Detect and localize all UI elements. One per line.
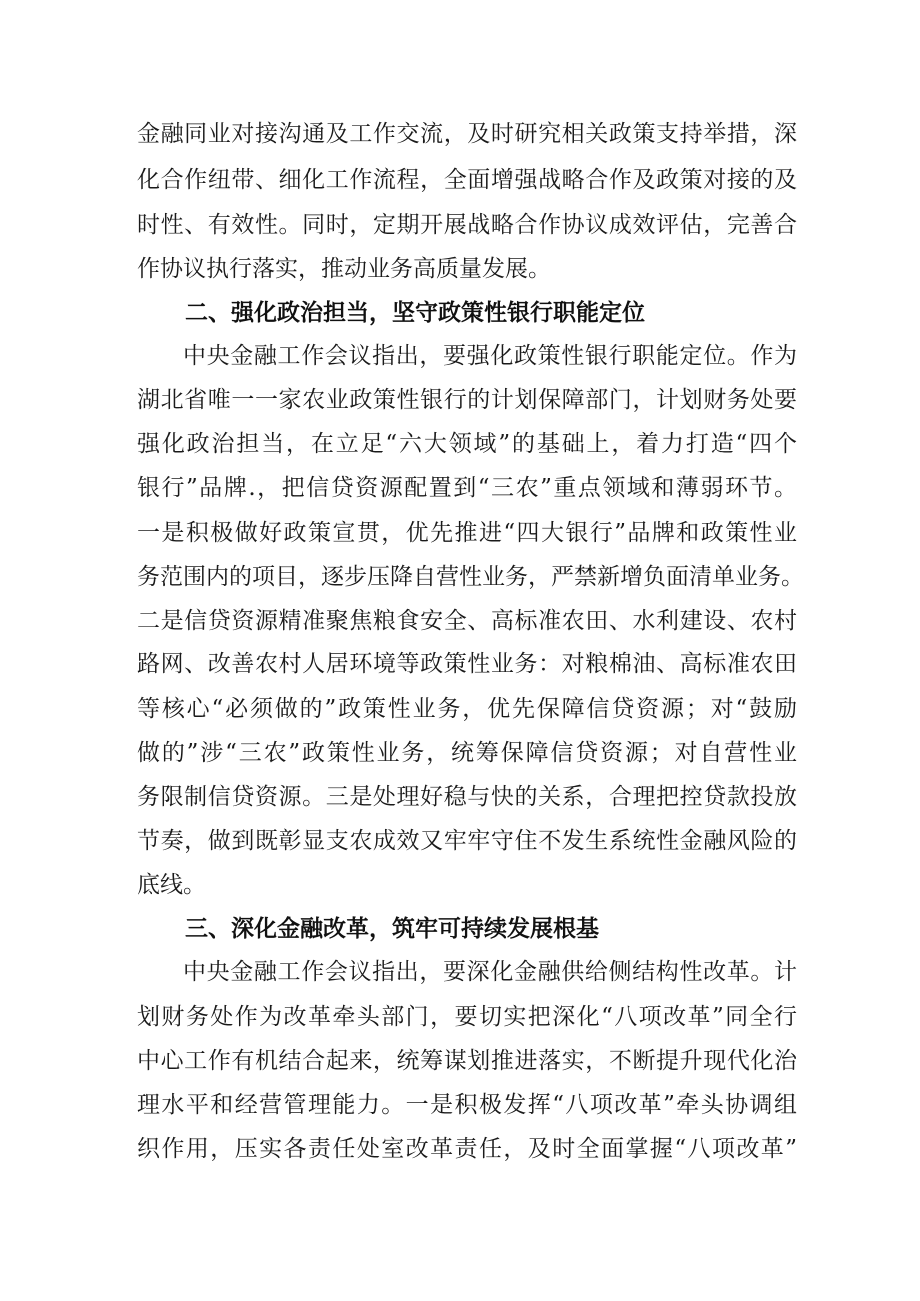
paragraph-line: 划财务处作为改革牵头部门，要切实把深化“八项改革”同全行 xyxy=(137,1004,797,1030)
paragraph-line: 路网、改善农村人居环境等政策性业务：对粮棉油、高标准农田 xyxy=(137,651,797,677)
paragraph-line: 中心工作有机结合起来，统筹谋划推进落实，不断提升现代化治 xyxy=(137,1048,797,1074)
paragraph-line: 中央金融工作会议指出，要深化金融供给侧结构性改革。计 xyxy=(183,959,797,985)
paragraph-line: 等核心“必须做的”政策性业务，优先保障信贷资源；对“鼓励 xyxy=(137,696,797,722)
paragraph-line: 务范围内的项目，逐步压降自营性业务，严禁新增负面清单业务。 xyxy=(137,564,804,590)
paragraph-line: 时性、有效性。同时，定期开展战略合作协议成效评估，完善合 xyxy=(137,212,797,238)
paragraph-line: 银行”品牌.，把信贷资源配置到“三农”重点领域和薄弱环节。 xyxy=(137,475,797,501)
paragraph-line: 化合作纽带、细化工作流程，全面增强战略合作及政策对接的及 xyxy=(137,167,797,193)
paragraph-line: 一是积极做好政策宣贯，优先推进“四大银行”品牌和政策性业 xyxy=(137,520,797,546)
paragraph-line: 做的”涉“三农”政策性业务，统筹保障信贷资源；对自营性业 xyxy=(137,740,797,766)
paragraph-line: 务限制信贷资源。三是处理好稳与快的关系，合理把控贷款投放 xyxy=(137,784,797,810)
paragraph-line: 金融同业对接沟通及工作交流，及时研究相关政策支持举措，深 xyxy=(137,121,797,147)
section-heading-2: 二、强化政治担当，坚守政策性银行职能定位 xyxy=(185,300,645,326)
paragraph-line: 作协议执行落实，推动业务高质量发展。 xyxy=(137,256,551,282)
paragraph-line: 理水平和经营管理能力。一是积极发挥“八项改革”牵头协调组 xyxy=(137,1092,797,1118)
section-heading-3: 三、深化金融改革，筑牢可持续发展根基 xyxy=(185,916,599,942)
paragraph-line: 节奏，做到既彰显支农成效又牢牢守住不发生系统性金融风险的 xyxy=(137,828,797,854)
paragraph-line: 强化政治担当，在立足“六大领域”的基础上，着力打造“四个 xyxy=(137,431,797,457)
paragraph-line: 底线。 xyxy=(137,872,206,898)
paragraph-line: 织作用，压实各责任处室改革责任，及时全面掌握“八项改革” xyxy=(137,1136,797,1162)
paragraph-line: 湖北省唯一一家农业政策性银行的计划保障部门，计划财务处要 xyxy=(137,387,797,413)
paragraph-line: 中央金融工作会议指出，要强化政策性银行职能定位。作为 xyxy=(183,343,797,369)
paragraph-line: 二是信贷资源精准聚焦粮食安全、高标准农田、水利建设、农村 xyxy=(137,608,797,634)
